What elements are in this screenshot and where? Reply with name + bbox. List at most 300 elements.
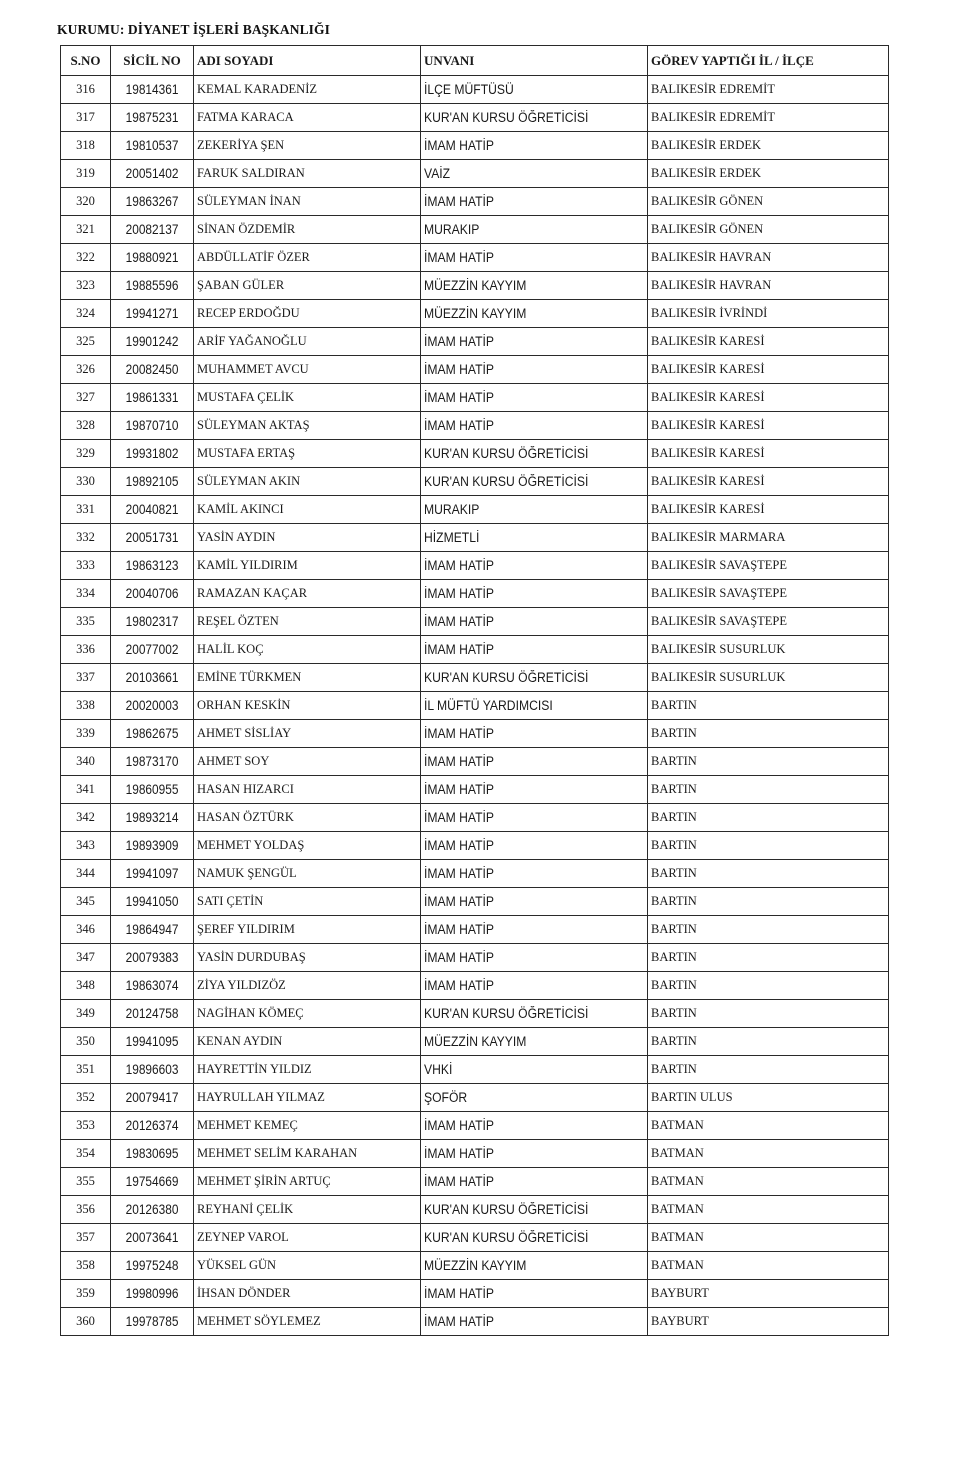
- title-cell-text: İMAM HATİP: [424, 810, 494, 825]
- sicil-cell: [111, 1140, 194, 1168]
- title-cell-text: İL MÜFTÜ YARDIMCISI: [424, 698, 553, 713]
- name-cell: REYHANİ ÇELİK: [194, 1196, 421, 1224]
- sicil-cell: [111, 496, 194, 524]
- sicil-cell: [111, 104, 194, 132]
- name-cell: MUHAMMET AVCU: [194, 356, 421, 384]
- sicil-cell: [111, 664, 194, 692]
- title-cell: [421, 76, 648, 104]
- sicil-cell: [111, 1308, 194, 1336]
- sicil-cell: [111, 580, 194, 608]
- name-cell: ARİF YAĞANOĞLU: [194, 328, 421, 356]
- title-cell-text: İMAM HATİP: [424, 586, 494, 601]
- sicil-cell: [111, 636, 194, 664]
- title-cell-text: İMAM HATİP: [424, 418, 494, 433]
- page-title: KURUMU: DİYANET İŞLERİ BAŞKANLIĞI: [57, 22, 330, 37]
- title-cell-text: KUR'AN KURSU ÖĞRETİCİSİ: [424, 1006, 589, 1021]
- name-cell: YÜKSEL GÜN: [194, 1252, 421, 1280]
- sicil-cell-text: 19754669: [125, 1174, 179, 1189]
- title-cell: [421, 860, 648, 888]
- sicil-cell: [111, 412, 194, 440]
- sno-cell: 340: [61, 748, 111, 776]
- location-cell: BALIKESİR EDREMİT: [648, 104, 889, 132]
- location-cell: BATMAN: [648, 1196, 889, 1224]
- sicil-cell: [111, 1196, 194, 1224]
- location-cell: BARTIN: [648, 692, 889, 720]
- sicil-cell-text: 19892105: [125, 474, 179, 489]
- title-cell: [421, 1308, 648, 1336]
- sicil-cell-text: 19975248: [125, 1258, 179, 1273]
- title-cell-text: HİZMETLİ: [424, 530, 480, 545]
- sicil-cell-text: 19901242: [125, 334, 179, 349]
- location-cell: BARTIN: [648, 748, 889, 776]
- table-row: [61, 608, 889, 636]
- sicil-cell: [111, 552, 194, 580]
- personnel-table: [60, 45, 889, 1336]
- title-cell: [421, 300, 648, 328]
- sno-cell: 334: [61, 580, 111, 608]
- sicil-cell: [111, 216, 194, 244]
- title-cell-text: ŞOFÖR: [424, 1090, 468, 1105]
- table-row: [61, 804, 889, 832]
- sicil-cell-text: 19896603: [125, 1062, 179, 1077]
- table-header-row: [61, 46, 889, 76]
- sno-cell: 358: [61, 1252, 111, 1280]
- name-cell: NAMUK ŞENGÜL: [194, 860, 421, 888]
- table-row: [61, 496, 889, 524]
- sicil-cell-text: 19860955: [125, 782, 179, 797]
- name-cell: SATI ÇETİN: [194, 888, 421, 916]
- name-cell: MEHMET SELİM KARAHAN: [194, 1140, 421, 1168]
- location-cell: BALIKESİR HAVRAN: [648, 272, 889, 300]
- name-cell: REŞEL ÖZTEN: [194, 608, 421, 636]
- title-cell: [421, 132, 648, 160]
- table-row: [61, 888, 889, 916]
- title-cell: [421, 636, 648, 664]
- title-cell-text: İMAM HATİP: [424, 950, 494, 965]
- name-cell: ZİYA YILDIZÖZ: [194, 972, 421, 1000]
- location-cell: BALIKESİR İVRİNDİ: [648, 300, 889, 328]
- title-cell-text: KUR'AN KURSU ÖĞRETİCİSİ: [424, 110, 589, 125]
- title-cell: [421, 412, 648, 440]
- sicil-cell-text: 19862675: [125, 726, 179, 741]
- name-cell: EMİNE TÜRKMEN: [194, 664, 421, 692]
- title-cell: [421, 1028, 648, 1056]
- title-cell-text: İMAM HATİP: [424, 642, 494, 657]
- location-cell: BARTIN ULUS: [648, 1084, 889, 1112]
- table-row: [61, 76, 889, 104]
- table-row: [61, 972, 889, 1000]
- sicil-cell-text: 19941050: [125, 894, 179, 909]
- sno-cell: 342: [61, 804, 111, 832]
- sicil-cell-text: 19810537: [125, 138, 179, 153]
- location-cell: BALIKESİR SUSURLUK: [648, 636, 889, 664]
- name-cell: ŞABAN GÜLER: [194, 272, 421, 300]
- sicil-cell-text: 19941095: [125, 1034, 179, 1049]
- title-cell: [421, 776, 648, 804]
- sicil-cell-text: 19863074: [125, 978, 179, 993]
- location-cell: BARTIN: [648, 1000, 889, 1028]
- name-cell: AHMET SOY: [194, 748, 421, 776]
- table-row: [61, 692, 889, 720]
- sno-cell: 356: [61, 1196, 111, 1224]
- name-cell: KENAN AYDIN: [194, 1028, 421, 1056]
- title-cell-text: KUR'AN KURSU ÖĞRETİCİSİ: [424, 446, 589, 461]
- sicil-cell: [111, 1280, 194, 1308]
- sicil-cell-text: 20073641: [125, 1230, 179, 1245]
- sicil-cell: [111, 748, 194, 776]
- name-cell: MUSTAFA ÇELİK: [194, 384, 421, 412]
- location-cell: BALIKESİR GÖNEN: [648, 216, 889, 244]
- table-row: [61, 132, 889, 160]
- location-cell: BALIKESİR SAVAŞTEPE: [648, 608, 889, 636]
- sicil-cell: [111, 356, 194, 384]
- location-cell: BALIKESİR MARMARA: [648, 524, 889, 552]
- location-cell: BARTIN: [648, 804, 889, 832]
- sicil-cell-text: 20126380: [125, 1202, 179, 1217]
- table-row: [61, 1028, 889, 1056]
- sicil-cell-text: 19893214: [125, 810, 179, 825]
- location-cell: BALIKESİR SAVAŞTEPE: [648, 552, 889, 580]
- sno-cell: 317: [61, 104, 111, 132]
- sicil-cell-text: 19885596: [125, 278, 179, 293]
- title-cell: [421, 1112, 648, 1140]
- sno-cell: 359: [61, 1280, 111, 1308]
- title-cell-text: İMAM HATİP: [424, 726, 494, 741]
- sicil-cell-text: 20040821: [125, 502, 179, 517]
- sno-cell: 324: [61, 300, 111, 328]
- name-cell: SÜLEYMAN İNAN: [194, 188, 421, 216]
- table-row: [61, 1224, 889, 1252]
- name-cell: ORHAN KESKİN: [194, 692, 421, 720]
- title-cell: [421, 356, 648, 384]
- sno-cell: 321: [61, 216, 111, 244]
- location-cell: BALIKESİR ERDEK: [648, 132, 889, 160]
- table-row: [61, 720, 889, 748]
- name-cell: ZEYNEP VAROL: [194, 1224, 421, 1252]
- title-cell-text: İMAM HATİP: [424, 922, 494, 937]
- sicil-cell: [111, 972, 194, 1000]
- title-cell-text: İMAM HATİP: [424, 754, 494, 769]
- table-row: [61, 1000, 889, 1028]
- location-cell: BARTIN: [648, 888, 889, 916]
- sno-cell: 347: [61, 944, 111, 972]
- location-cell: BALIKESİR ERDEK: [648, 160, 889, 188]
- sicil-cell: [111, 244, 194, 272]
- table-row: [61, 272, 889, 300]
- table-row: [61, 664, 889, 692]
- sicil-cell-text: 19941097: [125, 866, 179, 881]
- name-cell: RECEP ERDOĞDU: [194, 300, 421, 328]
- title-cell: [421, 1084, 648, 1112]
- title-cell-text: İMAM HATİP: [424, 838, 494, 853]
- name-cell: MEHMET SÖYLEMEZ: [194, 1308, 421, 1336]
- title-cell: [421, 608, 648, 636]
- sicil-cell-text: 19980996: [125, 1286, 179, 1301]
- name-cell: KAMİL YILDIRIM: [194, 552, 421, 580]
- location-cell: BALIKESİR KARESİ: [648, 328, 889, 356]
- location-cell: BALIKESİR GÖNEN: [648, 188, 889, 216]
- sno-cell: 328: [61, 412, 111, 440]
- name-cell: NAGİHAN KÖMEÇ: [194, 1000, 421, 1028]
- location-cell: BARTIN: [648, 860, 889, 888]
- location-cell: BARTIN: [648, 832, 889, 860]
- sicil-cell-text: 19873170: [125, 754, 179, 769]
- sno-cell: 349: [61, 1000, 111, 1028]
- table-row: [61, 776, 889, 804]
- title-cell-text: İMAM HATİP: [424, 1118, 494, 1133]
- sno-cell: 336: [61, 636, 111, 664]
- sno-cell: 337: [61, 664, 111, 692]
- sno-cell: 323: [61, 272, 111, 300]
- name-cell: MEHMET YOLDAŞ: [194, 832, 421, 860]
- sicil-cell-text: 20124758: [125, 1006, 179, 1021]
- table-row: [61, 244, 889, 272]
- sicil-cell: [111, 720, 194, 748]
- location-cell: BARTIN: [648, 720, 889, 748]
- sicil-cell: [111, 1112, 194, 1140]
- sno-cell: 351: [61, 1056, 111, 1084]
- sicil-cell: [111, 832, 194, 860]
- table-row: [61, 160, 889, 188]
- title-cell-text: İMAM HATİP: [424, 390, 494, 405]
- table-row: [61, 916, 889, 944]
- sno-cell: 350: [61, 1028, 111, 1056]
- sicil-cell-text: 20040706: [125, 586, 179, 601]
- sicil-cell: [111, 468, 194, 496]
- sicil-cell: [111, 272, 194, 300]
- column-header-title: UNVANI: [421, 46, 648, 76]
- sicil-cell: [111, 1028, 194, 1056]
- title-cell: [421, 664, 648, 692]
- sno-cell: 353: [61, 1112, 111, 1140]
- name-cell: HASAN HIZARCI: [194, 776, 421, 804]
- sicil-cell: [111, 692, 194, 720]
- title-cell-text: İMAM HATİP: [424, 782, 494, 797]
- sicil-cell: [111, 524, 194, 552]
- sno-cell: 320: [61, 188, 111, 216]
- sicil-cell: [111, 384, 194, 412]
- name-cell: KEMAL KARADENİZ: [194, 76, 421, 104]
- title-cell-text: İMAM HATİP: [424, 978, 494, 993]
- name-cell: ZEKERİYA ŞEN: [194, 132, 421, 160]
- sno-cell: 316: [61, 76, 111, 104]
- location-cell: BARTIN: [648, 776, 889, 804]
- sno-cell: 348: [61, 972, 111, 1000]
- name-cell: ŞEREF YILDIRIM: [194, 916, 421, 944]
- location-cell: BALIKESİR EDREMİT: [648, 76, 889, 104]
- title-cell-text: İLÇE MÜFTÜSÜ: [424, 82, 514, 97]
- sicil-cell: [111, 608, 194, 636]
- location-cell: BALIKESİR SAVAŞTEPE: [648, 580, 889, 608]
- sicil-cell: [111, 1168, 194, 1196]
- table-row: [61, 636, 889, 664]
- sicil-cell-text: 19931802: [125, 446, 179, 461]
- name-cell: YASİN DURDUBAŞ: [194, 944, 421, 972]
- sno-cell: 354: [61, 1140, 111, 1168]
- title-cell: [421, 1140, 648, 1168]
- sno-cell: 331: [61, 496, 111, 524]
- table-row: [61, 1168, 889, 1196]
- title-cell: [421, 524, 648, 552]
- table-row: [61, 440, 889, 468]
- table-row: [61, 328, 889, 356]
- name-cell: AHMET SİSLİAY: [194, 720, 421, 748]
- table-row: [61, 748, 889, 776]
- sno-cell: 338: [61, 692, 111, 720]
- sno-cell: 357: [61, 1224, 111, 1252]
- title-cell-text: MÜEZZİN KAYYIM: [424, 306, 527, 321]
- title-cell: [421, 468, 648, 496]
- title-cell: [421, 160, 648, 188]
- sno-cell: 355: [61, 1168, 111, 1196]
- location-cell: BALIKESİR KARESİ: [648, 496, 889, 524]
- sicil-cell-text: 19814361: [125, 82, 179, 97]
- name-cell: FARUK SALDIRAN: [194, 160, 421, 188]
- name-cell: HAYRULLAH YILMAZ: [194, 1084, 421, 1112]
- table-row: [61, 1112, 889, 1140]
- title-cell-text: İMAM HATİP: [424, 250, 494, 265]
- sno-cell: 333: [61, 552, 111, 580]
- sno-cell: 329: [61, 440, 111, 468]
- location-cell: BARTIN: [648, 972, 889, 1000]
- location-cell: BALIKESİR HAVRAN: [648, 244, 889, 272]
- name-cell: İHSAN DÖNDER: [194, 1280, 421, 1308]
- table-row: [61, 356, 889, 384]
- name-cell: MEHMET ŞİRİN ARTUÇ: [194, 1168, 421, 1196]
- table-body: [61, 76, 889, 1336]
- sicil-cell: [111, 860, 194, 888]
- sno-cell: 346: [61, 916, 111, 944]
- title-cell-text: İMAM HATİP: [424, 194, 494, 209]
- title-cell-text: KUR'AN KURSU ÖĞRETİCİSİ: [424, 474, 589, 489]
- sno-cell: 360: [61, 1308, 111, 1336]
- title-cell: [421, 1196, 648, 1224]
- sicil-cell-text: 20126374: [125, 1118, 179, 1133]
- location-cell: BAYBURT: [648, 1308, 889, 1336]
- name-cell: SÜLEYMAN AKIN: [194, 468, 421, 496]
- location-cell: BARTIN: [648, 1056, 889, 1084]
- name-cell: SİNAN ÖZDEMİR: [194, 216, 421, 244]
- location-cell: BAYBURT: [648, 1280, 889, 1308]
- sicil-cell-text: 20079417: [125, 1090, 179, 1105]
- location-cell: BALIKESİR KARESİ: [648, 440, 889, 468]
- sicil-cell-text: 20103661: [125, 670, 179, 685]
- title-cell: [421, 692, 648, 720]
- sicil-cell-text: 20077002: [125, 642, 179, 657]
- title-cell-text: MURAKIP: [424, 222, 480, 237]
- sicil-cell-text: 20082137: [125, 222, 179, 237]
- title-cell-text: İMAM HATİP: [424, 1314, 494, 1329]
- location-cell: BALIKESİR SUSURLUK: [648, 664, 889, 692]
- name-cell: YASİN AYDIN: [194, 524, 421, 552]
- location-cell: BALIKESİR KARESİ: [648, 384, 889, 412]
- title-cell: [421, 1056, 648, 1084]
- column-header-sno: S.NO: [61, 46, 111, 76]
- sicil-cell-text: 19830695: [125, 1146, 179, 1161]
- title-cell-text: İMAM HATİP: [424, 334, 494, 349]
- title-cell: [421, 440, 648, 468]
- title-cell: [421, 832, 648, 860]
- table-row: [61, 384, 889, 412]
- sicil-cell-text: 19875231: [125, 110, 179, 125]
- sicil-cell: [111, 776, 194, 804]
- sicil-cell-text: 19880921: [125, 250, 179, 265]
- location-cell: BATMAN: [648, 1224, 889, 1252]
- sno-cell: 325: [61, 328, 111, 356]
- sicil-cell: [111, 132, 194, 160]
- table-row: [61, 1280, 889, 1308]
- title-cell: [421, 244, 648, 272]
- title-cell-text: KUR'AN KURSU ÖĞRETİCİSİ: [424, 1202, 589, 1217]
- column-header-location: GÖREV YAPTIĞI İL / İLÇE: [648, 46, 889, 76]
- sno-cell: 339: [61, 720, 111, 748]
- location-cell: BARTIN: [648, 916, 889, 944]
- table-row: [61, 944, 889, 972]
- table-row: [61, 1196, 889, 1224]
- sicil-cell: [111, 944, 194, 972]
- title-cell-text: İMAM HATİP: [424, 1146, 494, 1161]
- column-header-name: ADI SOYADI: [194, 46, 421, 76]
- sicil-cell: [111, 1252, 194, 1280]
- sicil-cell-text: 19863267: [125, 194, 179, 209]
- title-cell-text: İMAM HATİP: [424, 1286, 494, 1301]
- title-cell: [421, 384, 648, 412]
- table-row: [61, 188, 889, 216]
- sno-cell: 332: [61, 524, 111, 552]
- table-row: [61, 1308, 889, 1336]
- sicil-cell: [111, 888, 194, 916]
- sicil-cell: [111, 1084, 194, 1112]
- sicil-cell-text: 19893909: [125, 838, 179, 853]
- title-cell-text: MURAKIP: [424, 502, 480, 517]
- table-row: [61, 104, 889, 132]
- title-cell-text: VAİZ: [424, 166, 451, 181]
- title-cell: [421, 580, 648, 608]
- location-cell: BALIKESİR KARESİ: [648, 412, 889, 440]
- title-cell-text: İMAM HATİP: [424, 558, 494, 573]
- table-row: [61, 468, 889, 496]
- location-cell: BATMAN: [648, 1252, 889, 1280]
- sicil-cell-text: 19861331: [125, 390, 179, 405]
- title-cell: [421, 104, 648, 132]
- title-cell-text: MÜEZZİN KAYYIM: [424, 278, 527, 293]
- name-cell: MEHMET KEMEÇ: [194, 1112, 421, 1140]
- title-cell: [421, 1000, 648, 1028]
- location-cell: BARTIN: [648, 1028, 889, 1056]
- title-cell-text: KUR'AN KURSU ÖĞRETİCİSİ: [424, 1230, 589, 1245]
- name-cell: HALİL KOÇ: [194, 636, 421, 664]
- sicil-cell-text: 19864947: [125, 922, 179, 937]
- title-cell-text: MÜEZZİN KAYYIM: [424, 1034, 527, 1049]
- title-cell: [421, 496, 648, 524]
- table-row: [61, 552, 889, 580]
- sicil-cell: [111, 1224, 194, 1252]
- name-cell: ABDÜLLATİF ÖZER: [194, 244, 421, 272]
- sicil-cell-text: 20082450: [125, 362, 179, 377]
- table-row: [61, 216, 889, 244]
- title-cell: [421, 916, 648, 944]
- title-cell-text: KUR'AN KURSU ÖĞRETİCİSİ: [424, 670, 589, 685]
- sicil-cell: [111, 300, 194, 328]
- sno-cell: 327: [61, 384, 111, 412]
- sno-cell: 318: [61, 132, 111, 160]
- title-cell-text: MÜEZZİN KAYYIM: [424, 1258, 527, 1273]
- sno-cell: 352: [61, 1084, 111, 1112]
- sicil-cell-text: 19978785: [125, 1314, 179, 1329]
- name-cell: KAMİL AKINCI: [194, 496, 421, 524]
- sicil-cell: [111, 1056, 194, 1084]
- sicil-cell: [111, 440, 194, 468]
